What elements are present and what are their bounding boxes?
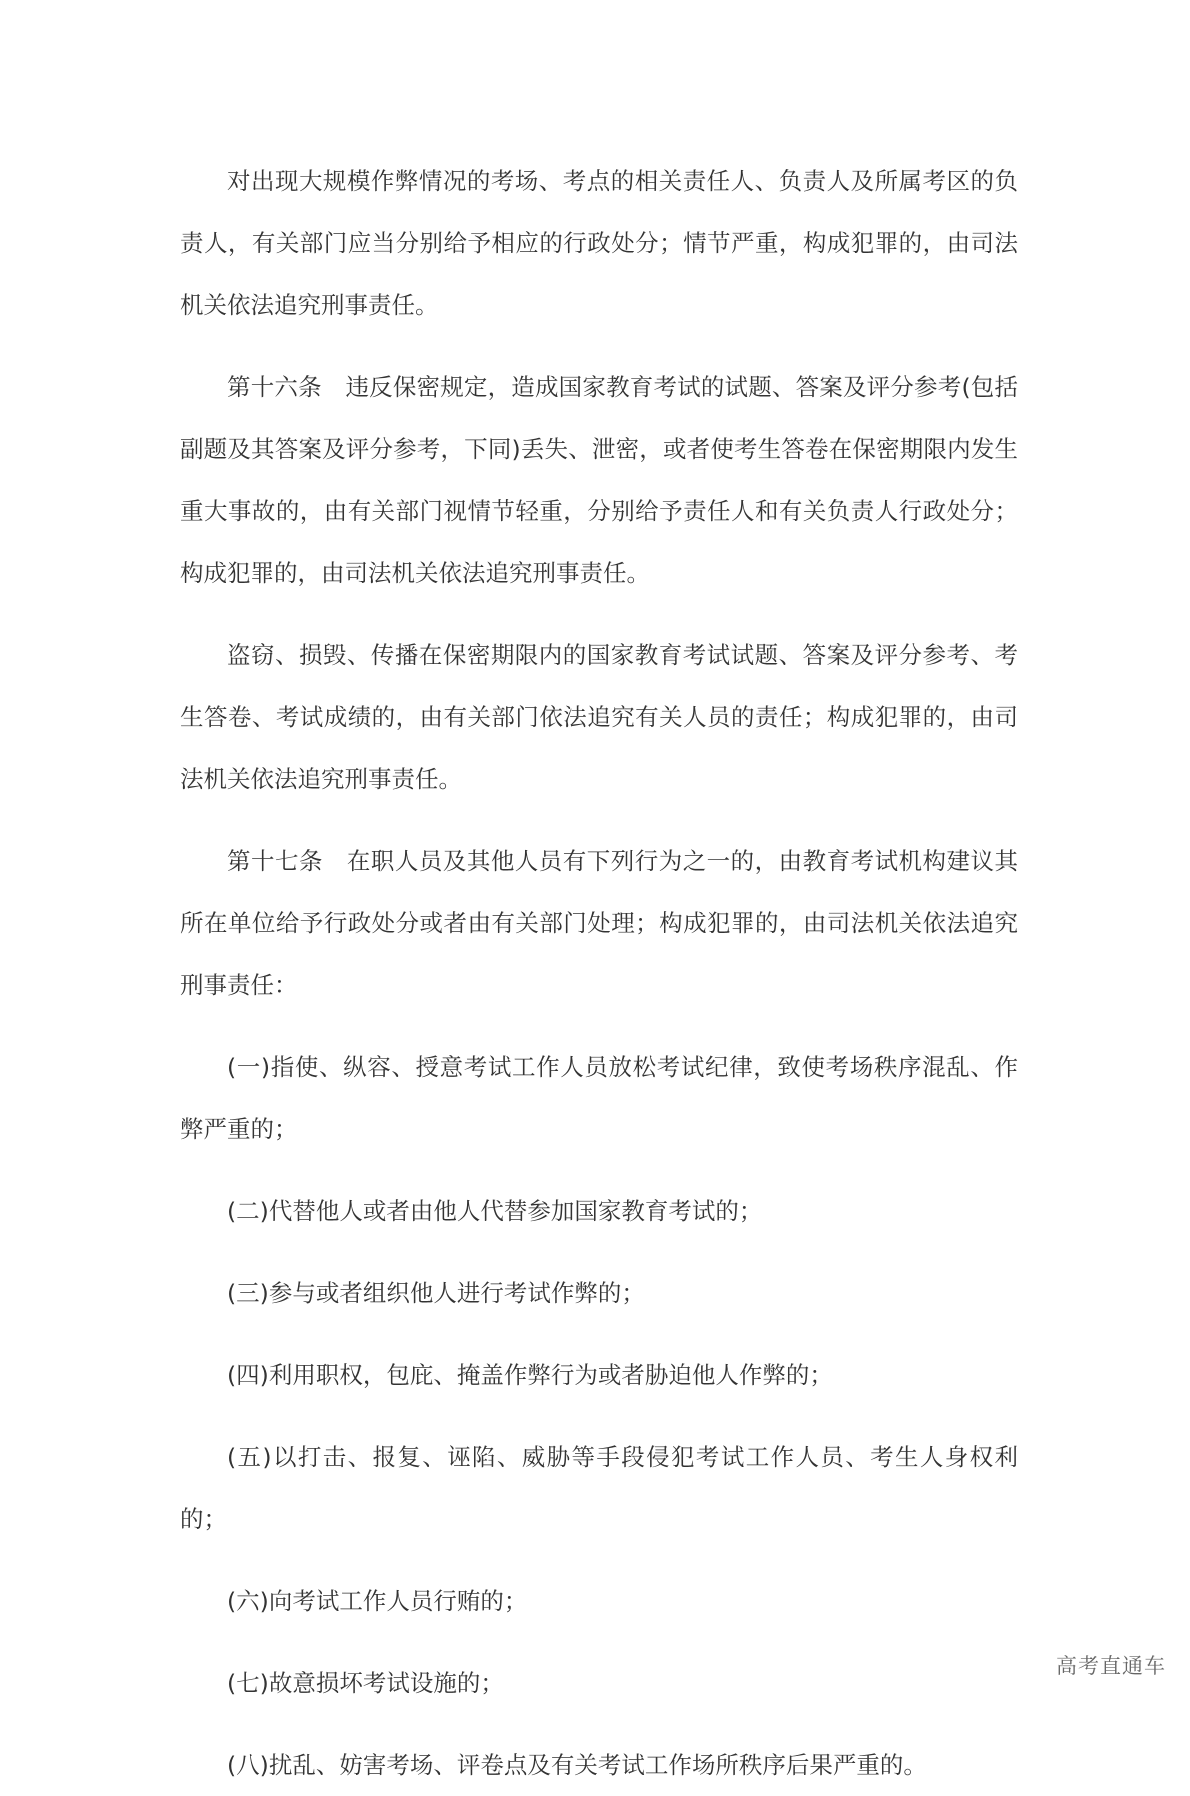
paragraph-3: 盗窃、损毁、传播在保密期限内的国家教育考试试题、答案及评分参考、考生答卷、考试成绩的，由有关部门依法追究有关人员的责任；构成犯罪的，由司法机关依法追究刑事责任。 <box>180 641 1018 793</box>
list-item-7: (七)故意损坏考试设施的； <box>227 1669 504 1697</box>
paragraph-1: 对出现大规模作弊情况的考场、考点的相关责任人、负责人及所属考区的负责人，有关部门应当分别给予相应的行政处分；情节严重，构成犯罪的，由司法机关依法追究刑事责任。 <box>180 167 1018 319</box>
list-item-1: (一)指使、纵容、授意考试工作人员放松考试纪律，致使考场秩序混乱、作弊严重的； <box>180 1053 1018 1143</box>
document-body <box>180 150 1018 1796</box>
paragraph-article-17: 第十七条 在职人员及其他人员有下列行为之一的，由教育考试机构建议其所在单位给予行政处分或者由有关部门处理；构成犯罪的，由司法机关依法追究刑事责任： <box>180 847 1018 999</box>
list-item-8: (八)扰乱、妨害考场、评卷点及有关考试工作场所秩序后果严重的。 <box>227 1751 927 1779</box>
list-item-2: (二)代替他人或者由他人代替参加国家教育考试的； <box>227 1197 763 1225</box>
list-item-4: (四)利用职权，包庇、掩盖作弊行为或者胁迫他人作弊的； <box>227 1361 833 1389</box>
list-item-5: (五)以打击、报复、诬陷、威胁等手段侵犯考试工作人员、考生人身权利的； <box>180 1443 1018 1533</box>
list-item-3: (三)参与或者组织他人进行考试作弊的； <box>227 1279 645 1307</box>
watermark-text: 高考直通车 <box>1056 1654 1166 1678</box>
paragraph-article-16: 第十六条 违反保密规定，造成国家教育考试的试题、答案及评分参考(包括副题及其答案及评分参考，下同)丢失、泄密，或者使考生答卷在保密期限内发生重大事故的，由有关部门视情节轻重，分别给予责任人和有关负责人行政处分；构成犯罪的，由司法机关依法追究刑事责任。 <box>180 373 1018 587</box>
list-item-6: (六)向考试工作人员行贿的； <box>227 1587 528 1615</box>
